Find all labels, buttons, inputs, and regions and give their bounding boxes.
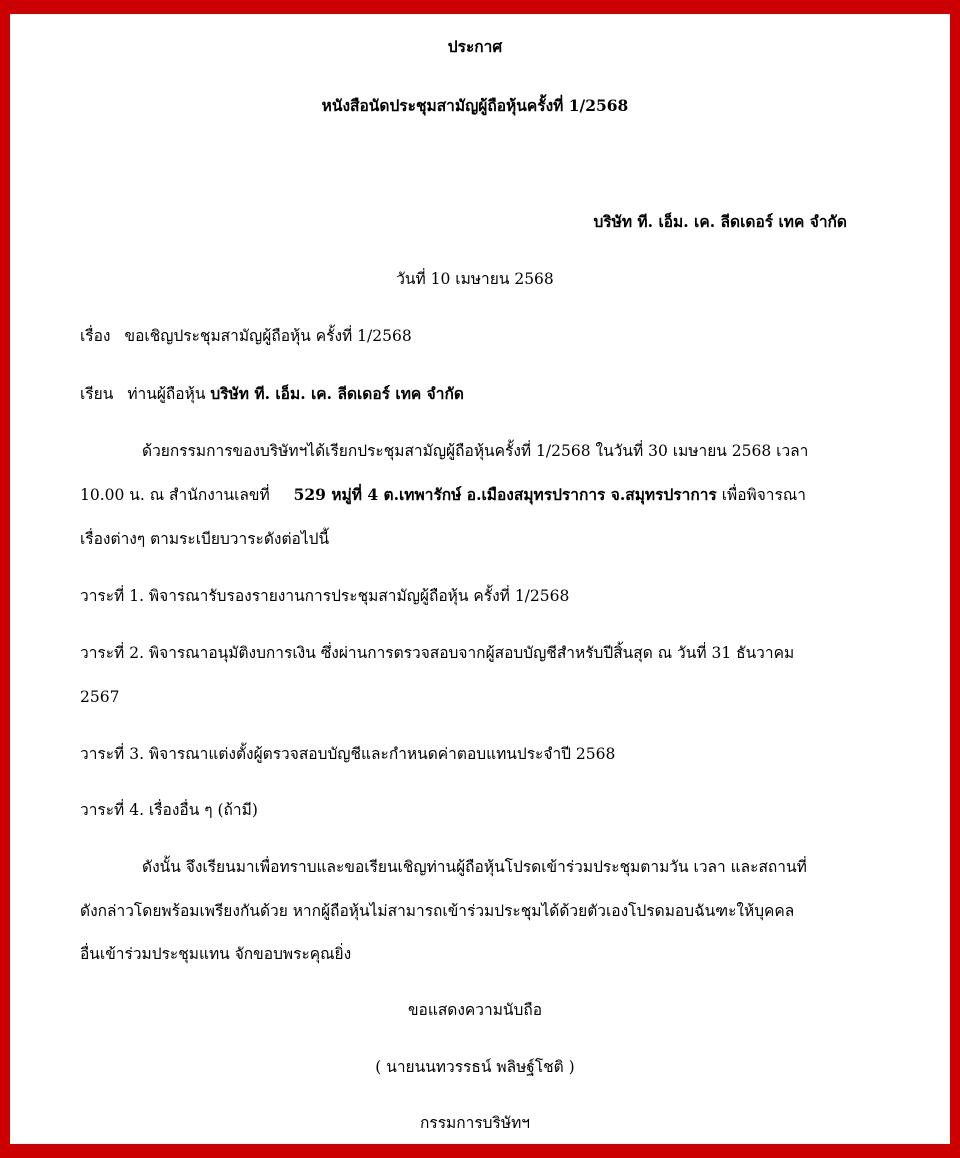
closing-line-2: ดังกล่าวโดยพร้อมเพรียงกันด้วย หากผู้ถือหุ้นไม่สามารถเข้าร่วมประชุมได้ด้วยตัวเองโปรดมอบฉันฑะให้บุคคล xyxy=(80,902,795,920)
agenda-item: วาระที่ 1. พิจารณารับรองรายงานการประชุมสามัญผู้ถือหุ้น ครั้งที่ 1/2568 xyxy=(80,587,570,605)
document-title: ประกาศ xyxy=(447,37,503,56)
body-paragraph-line-2 xyxy=(80,484,870,506)
recipient-company: บริษัท ที. เอ็ม. เค. ลีดเดอร์ เทค จำกัด xyxy=(210,384,464,403)
body-paragraph-line-1: ด้วยกรรมการของบริษัทฯได้เรียกประชุมสามัญผู้ถือหุ้นครั้งที่ 1/2568 ในวันที่ 30 เมษายน 2568 เวลา xyxy=(142,442,809,460)
signature-regards: ขอแสดงความนับถือ xyxy=(407,1001,543,1019)
meeting-time-venue: 10.00 น. ณ สำนักงานเลขที่ xyxy=(80,486,270,504)
meeting-purpose: เพื่อพิจารณา xyxy=(721,486,806,504)
subject-text: ขอเชิญประชุมสามัญผู้ถือหุ้น ครั้งที่ 1/2568 xyxy=(124,327,412,345)
agenda-item: วาระที่ 4. เรื่องอื่น ๆ (ถ้ามี) xyxy=(80,801,258,819)
closing-line-3: อื่นเข้าร่วมประชุมแทน จักขอบพระคุณยิ่ง xyxy=(80,945,352,963)
agenda-item-continuation: 2567 xyxy=(80,688,120,706)
recipient-label: เรียน xyxy=(80,385,114,403)
signatory-position: กรรมการบริษัทฯ xyxy=(420,1114,530,1132)
agenda-item: วาระที่ 2. พิจารณาอนุมัติงบการเงิน ซึ่งผ่านการตรวจสอบจากผู้สอบบัญชีสำหรับปีสิ้นสุด ณ วันที่ 31 ธันวาคม xyxy=(80,644,795,662)
agenda-item: วาระที่ 3. พิจารณาแต่งตั้งผู้ตรวจสอบบัญชีและกำหนดค่าตอบแทนประจำปี 2568 xyxy=(80,745,616,763)
document-date: วันที่ 10 เมษายน 2568 xyxy=(396,270,554,288)
document-subtitle: หนังสือนัดประชุมสามัญผู้ถือหุ้นครั้งที่ 1/2568 xyxy=(321,96,629,115)
closing-line-1: ดังนั้น จึงเรียนมาเพื่อทราบและขอเรียนเชิญท่านผู้ถือหุ้นโปรดเข้าร่วมประชุมตามวัน เวลา และสถานที่ xyxy=(142,858,807,876)
subject-line xyxy=(80,325,870,347)
recipient-prefix: ท่านผู้ถือหุ้น xyxy=(127,385,206,403)
issuer-company: บริษัท ที. เอ็ม. เค. ลีดเดอร์ เทค จำกัด xyxy=(593,212,847,231)
subject-label: เรื่อง xyxy=(80,327,111,345)
recipient-line xyxy=(80,383,870,405)
body-paragraph-line-3: เรื่องต่างๆ ตามระเบียบวาระดังต่อไปนี้ xyxy=(80,530,330,548)
signatory-name: ( นายนนทวรรธน์ พลิษฐ์โชติ ) xyxy=(375,1058,575,1076)
meeting-address: 529 หมู่ที่ 4 ต.เทพารักษ์ อ.เมืองสมุทรปราการ จ.สมุทรปราการ xyxy=(293,485,717,504)
